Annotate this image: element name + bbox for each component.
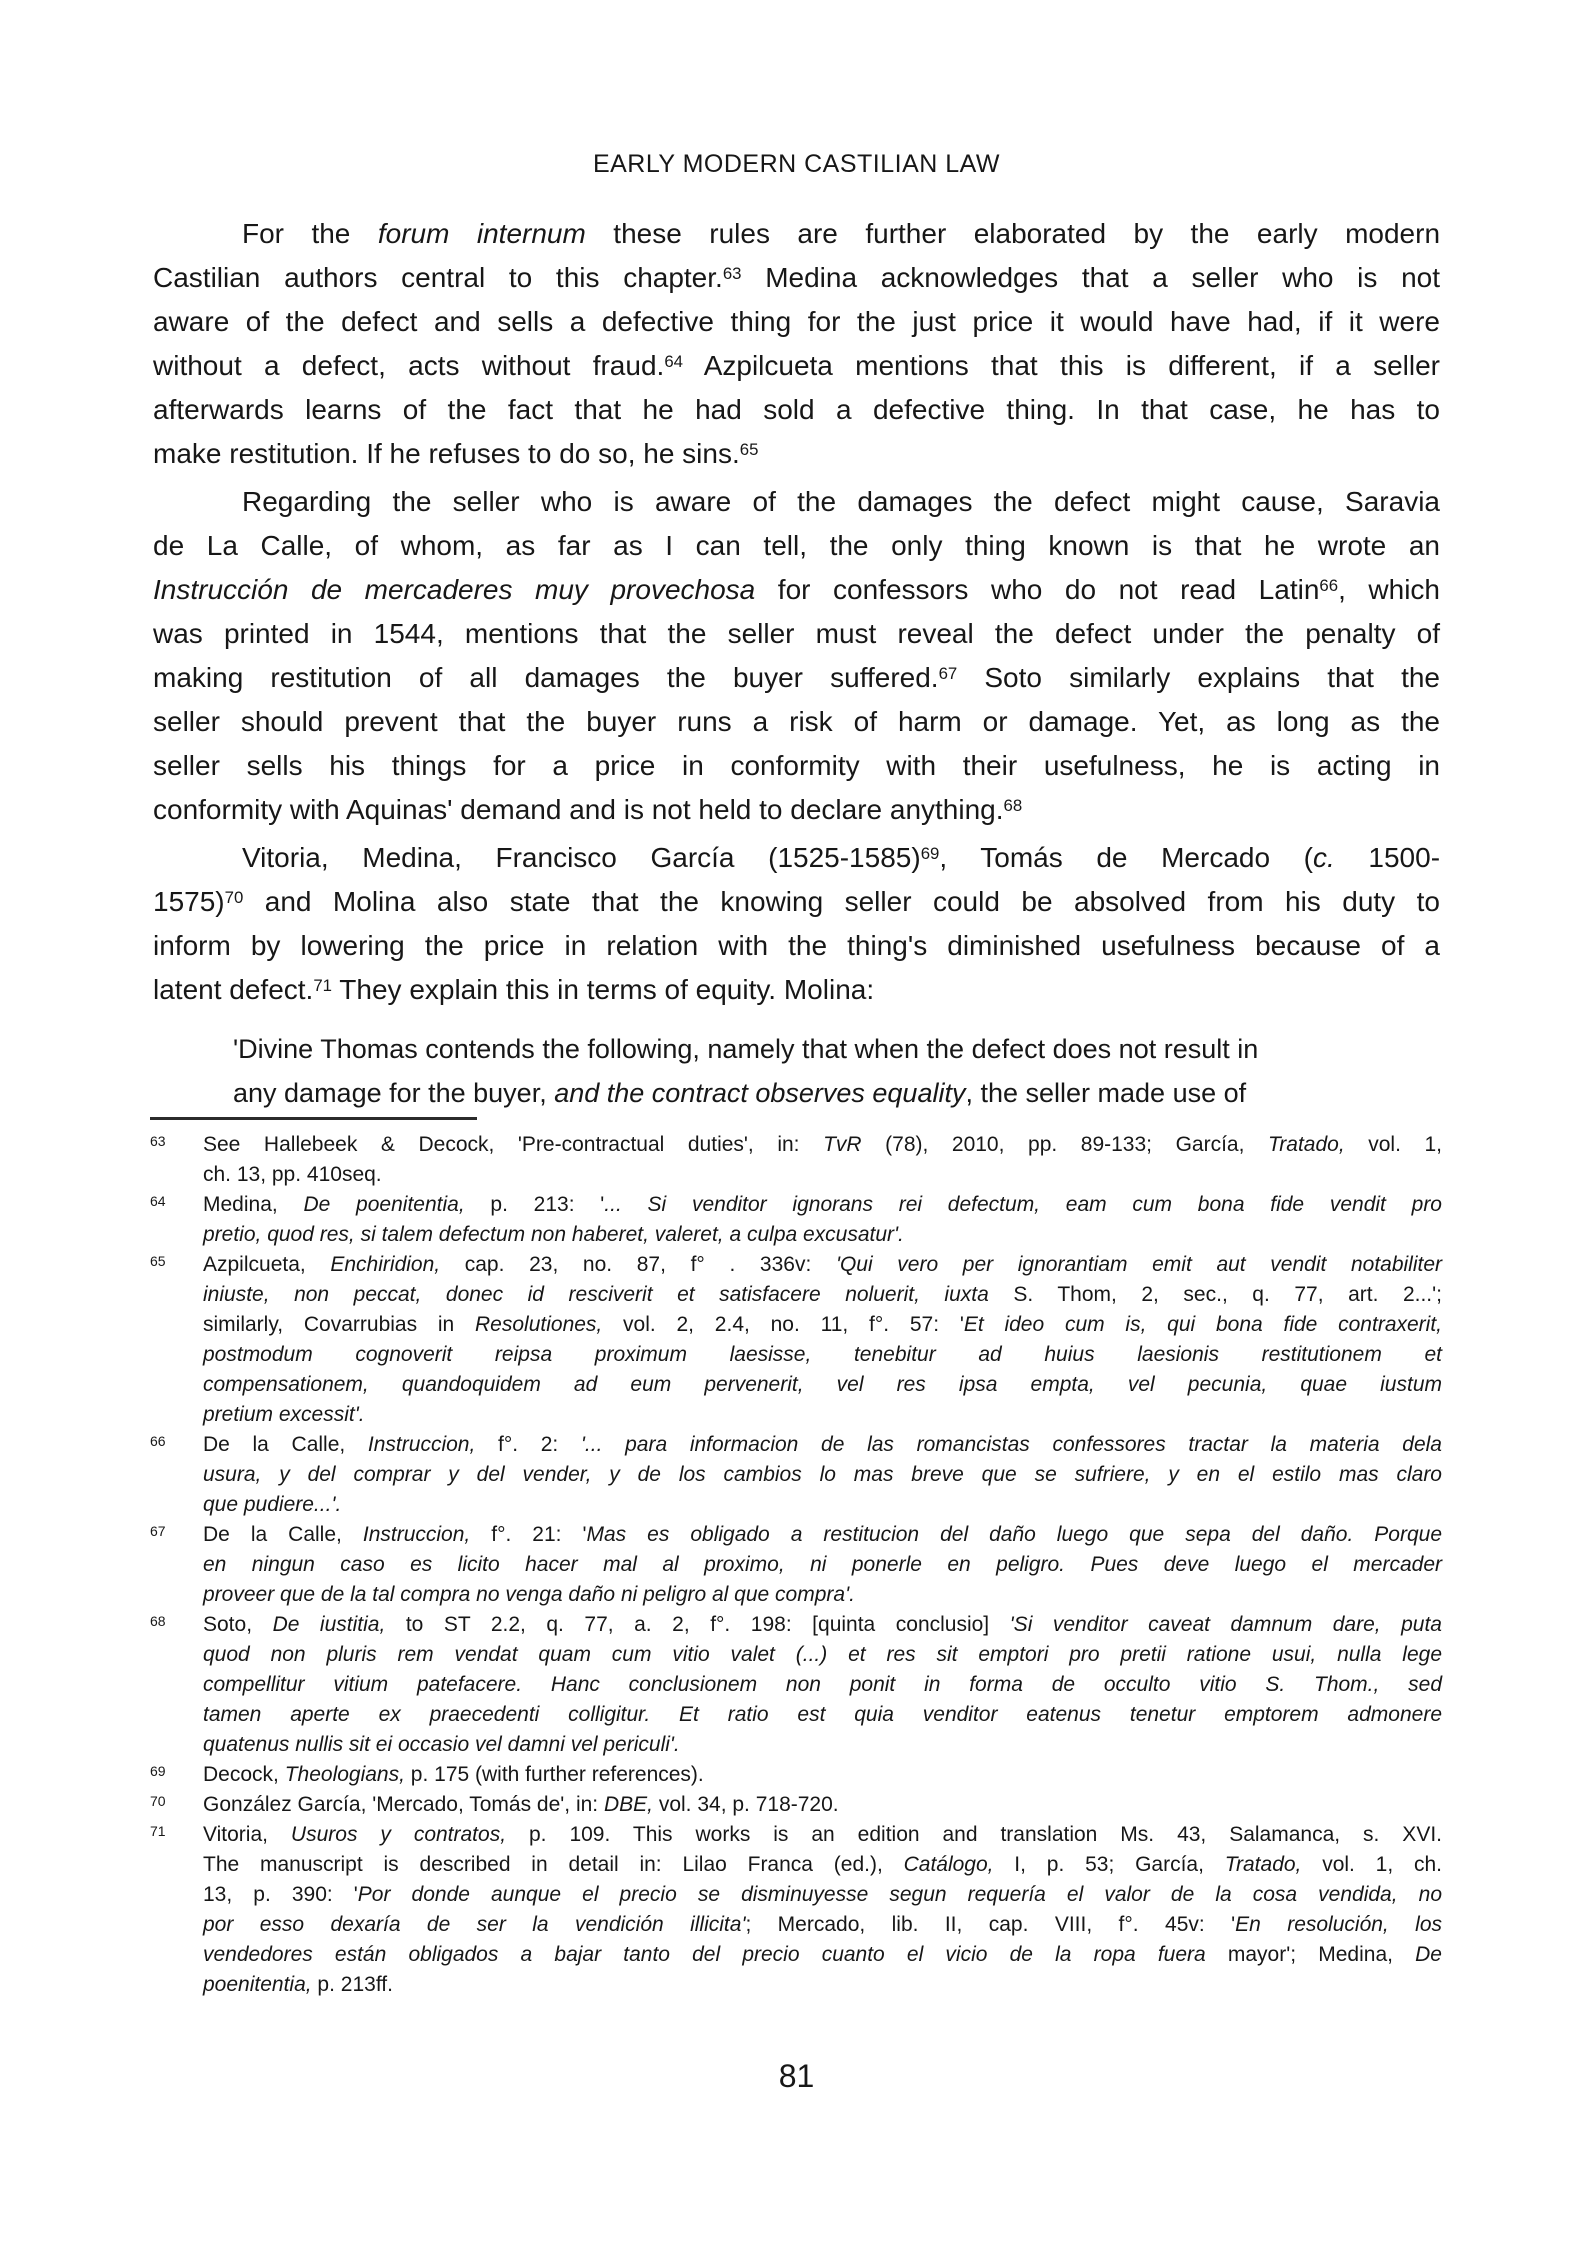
italic-text: en ningun caso es licito hacer mal al proximo, ni ponerle en peligro. Pues deve luego el mercader (203, 1553, 1442, 1576)
italic-text: Catálogo, (903, 1853, 994, 1876)
footnote (150, 1190, 1442, 1250)
text-line: 'Divine Thomas contends the following, namely that when the defect does not result in (233, 1034, 1259, 1064)
footnote (150, 1430, 1442, 1520)
text-line: Vitoria, Usuros y contratos, p. 109. This works is an edition and translation Ms. 43, Salamanca, s. XVI. (203, 1823, 1442, 1846)
footnote (150, 1520, 1442, 1610)
text-line: similarly, Covarrubias in Resolutiones, vol. 2, 2.4, no. 11, f°. 57: 'Et ideo cum is, qui bona fide contraxerit, (203, 1313, 1443, 1336)
text-line: Castilian authors central to this chapter.$^{63}$ Medina acknowledges that a seller who is not (153, 262, 1440, 293)
paragraph (153, 212, 1440, 476)
footnote-number: 66 (150, 1433, 166, 1449)
text-line (203, 1490, 1442, 1520)
text-line: seller sells his things for a price in conformity with their usefulness, he is acting in (153, 750, 1440, 781)
italic-text: TvR (823, 1133, 862, 1156)
footnote-number: 65 (150, 1253, 166, 1269)
italic-text: usura, y del comprar y del vender, y de los cambios lo mas breve que se sufriere, y en el estilo mas claro (203, 1463, 1442, 1486)
text-line: aware of the defect and sells a defective thing for the just price it would have had, if it were (153, 306, 1440, 337)
italic-text: '... para informacion de las romancistas confessores tractar la materia dela (580, 1433, 1442, 1456)
text-line: De la Calle, Instruccion, f°. 2: '... para informacion de las romancistas confessores tractar la materia dela (203, 1433, 1442, 1456)
text-line (203, 1340, 1442, 1370)
text-line (203, 1640, 1442, 1670)
italic-text: Theologians, (284, 1763, 405, 1786)
footnote-number: 63 (150, 1133, 166, 1149)
italic-text: compensationem, quandoquidem ad eum pervenerit, vel res ipsa empta, vel pecunia, quae iustum (203, 1373, 1442, 1396)
footnote-reference: 64 (664, 352, 683, 372)
italic-text: quatenus nullis sit ei occasio vel damni vel periculi'. (203, 1733, 680, 1756)
italic-text: tamen aperte ex praecedenti colligitur. Et ratio est quia venditor eatenus tenetur emptorem admonere (203, 1703, 1442, 1726)
italic-text: Mas es obligado a restitucion del daño luego que sepa del daño. Porque (586, 1523, 1443, 1546)
text-line: was printed in 1544, mentions that the seller must reveal the defect under the penalty of (153, 618, 1440, 649)
footnote-number: 68 (150, 1613, 166, 1629)
italic-text: postmodum cognoverit reipsa proximum laesisse, tenebitur ad huius laesionis restitutionem et (203, 1343, 1442, 1366)
text-line: Instrucción de mercaderes muy provechosa for confessors who do not read Latin$^{66}$, which (153, 574, 1440, 605)
text-line: 1575)$^{70}$ and Molina also state that the knowing seller could be absolved from his duty to (153, 886, 1440, 917)
footnote-reference: 67 (938, 664, 958, 684)
italic-text: que pudiere...'. (203, 1493, 342, 1516)
footnote-number: 71 (150, 1823, 166, 1839)
footnote-reference: 65 (739, 440, 759, 460)
text-line: latent defect.$^{71}$ They explain this in terms of equity. Molina: (153, 974, 875, 1005)
text-line: ch. 13, pp. 410seq. (203, 1163, 382, 1186)
text-line (203, 1220, 1442, 1250)
text-line: making restitution of all damages the buyer suffered.$^{67}$ Soto similarly explains that the (153, 662, 1440, 693)
footnote-number: 64 (150, 1193, 166, 1209)
text-line: Regarding the seller who is aware of the damages the defect might cause, Saravia (242, 486, 1440, 517)
italic-text: Tratado, (1268, 1133, 1345, 1156)
footnote (150, 1610, 1442, 1760)
footnote-number: 67 (150, 1523, 166, 1539)
italic-text: forum internum (377, 218, 586, 249)
italic-text: Instrucción de mercaderes muy provechosa (153, 574, 756, 605)
italic-text: vendedores están obligados a bajar tanto del precio cuanto el vicio de la ropa fuera (203, 1943, 1206, 1966)
text-line: The manuscript is described in detail in: Lilao Franca (ed.), Catálogo, I, p. 53; García, Tratado, vol. 1, ch. (203, 1853, 1442, 1876)
block-quote (233, 1027, 1443, 1115)
text-line: See Hallebeek & Decock, 'Pre-contractual duties', in: TvR (78), 2010, pp. 89-133; García, Tratado, vol. 1, (203, 1133, 1442, 1156)
footnote-reference: 70 (224, 888, 244, 908)
italic-text: Instruccion, (362, 1523, 471, 1546)
text-line: inform by lowering the price in relation with the thing's diminished usefulness because of a (153, 930, 1440, 961)
text-line: González García, 'Mercado, Tomás de', in: DBE, vol. 34, p. 718-720. (203, 1793, 839, 1816)
page-number: 81 (778, 2058, 815, 2094)
italic-text: Resolutiones, (475, 1313, 603, 1336)
italic-text: proveer que de la tal compra no venga daño ni peligro al que compra'. (203, 1583, 855, 1606)
italic-text: Usuros y contratos, (290, 1823, 507, 1846)
text-line: 13, p. 390: 'Por donde aunque el precio se disminuyesse segun requería el valor de la cosa vendida, no (203, 1883, 1442, 1906)
text-line: poenitentia, p. 213ff. (203, 1973, 393, 1996)
italic-text: En resolución, los (1235, 1913, 1442, 1936)
text-line (203, 1460, 1442, 1490)
text-line: conformity with Aquinas' demand and is not held to declare anything.$^{68}$ (153, 794, 1023, 825)
text-line: Vitoria, Medina, Francisco García (1525-1585)$^{69}$, Tomás de Mercado (c. 1500- (242, 842, 1441, 873)
italic-text: DBE, (603, 1793, 653, 1816)
text-line: De la Calle, Instruccion, f°. 21: 'Mas es obligado a restitucion del daño luego que sepa del daño. Porque (203, 1523, 1443, 1546)
footnote-reference: 66 (1319, 576, 1339, 596)
footnote (150, 1790, 1442, 1820)
italic-text: pretium excessit'. (203, 1403, 365, 1426)
italic-text: 'Qui vero per ignorantiam emit aut vendit notabiliter (835, 1253, 1443, 1276)
page-title: EARLY MODERN CASTILIAN LAW (592, 150, 1001, 178)
text-line: make restitution. If he refuses to do so, he sins.$^{65}$ (153, 438, 759, 469)
text-line (203, 1580, 1442, 1610)
text-line: por esso dexaría de ser la vendición illicita'; Mercado, lib. II, cap. VIII, f°. 45v: 'En resolución, los (203, 1913, 1442, 1936)
text-line (203, 1550, 1442, 1580)
footnote-reference: 71 (313, 976, 333, 996)
text-line: afterwards learns of the fact that he had sold a defective thing. In that case, he has to (153, 394, 1440, 425)
text-line: For the forum internum these rules are further elaborated by the early modern (242, 218, 1441, 249)
text-line (203, 1730, 1442, 1760)
italic-text: and the contract observes equality (554, 1078, 966, 1108)
text-line: Medina, De poenitentia, p. 213: '... Si venditor ignorans rei defectum, eam cum bona fide vendit pro (203, 1193, 1442, 1216)
footnote-number: 69 (150, 1763, 166, 1779)
footnote-separator (150, 1117, 477, 1120)
footnote (150, 1820, 1442, 2000)
text-line: without a defect, acts without fraud.$^{64}$ Azpilcueta mentions that this is different, if a seller (153, 350, 1440, 381)
text-line: de La Calle, of whom, as far as I can tell, the only thing known is that he wrote an (153, 530, 1440, 561)
text-line: any damage for the buyer, and the contract observes equality, the seller made use of (233, 1078, 1247, 1108)
italic-text: Enchiridion, (330, 1253, 441, 1276)
footnote-reference: 68 (1003, 796, 1023, 816)
italic-text: poenitentia, (203, 1973, 312, 1996)
italic-text: De (1415, 1943, 1442, 1966)
italic-text: Tratado, (1224, 1853, 1302, 1876)
text-line (203, 1700, 1442, 1730)
text-line: seller should prevent that the buyer runs a risk of harm or damage. Yet, as long as the (153, 706, 1440, 737)
italic-text: Et ideo cum is, qui bona fide contraxerit, (963, 1313, 1443, 1336)
paragraph (153, 480, 1440, 832)
text-line (203, 1370, 1442, 1400)
italic-text: Por donde aunque el precio se disminuyesse segun requería el valor de la cosa vendida, no (357, 1883, 1442, 1906)
footnote-number: 70 (150, 1793, 166, 1809)
text-line: iniuste, non peccat, donec id resciverit et satisfacere noluerit, iuxta S. Thom, 2, sec., q. 77, art. 2...'; (203, 1283, 1442, 1306)
italic-text: quod non pluris rem vendat quam cum vitio valet (...) et res sit emptori pro pretii ratione usui, nulla lege (203, 1643, 1442, 1666)
italic-text: 'Si venditor caveat damnum dare, puta (1009, 1613, 1442, 1636)
paragraph (153, 836, 1440, 1012)
footnotes-section (150, 1130, 1442, 2000)
italic-text: compellitur vitium patefacere. Hanc conclusionem non ponit in forma de occulto vitio S. Thom., sed (203, 1673, 1442, 1696)
footnote-reference: 63 (722, 264, 742, 284)
text-line (203, 1670, 1442, 1700)
footnote (150, 1250, 1442, 1430)
italic-text: De poenitentia, (303, 1193, 465, 1216)
footnote (150, 1760, 1442, 1790)
text-line: Decock, Theologians, p. 175 (with further references). (203, 1763, 704, 1786)
text-line (203, 1400, 1442, 1430)
text-line: vendedores están obligados a bajar tanto del precio cuanto el vicio de la ropa fuera mayor'; Medina, De (203, 1943, 1442, 1966)
text-line: Azpilcueta, Enchiridion, cap. 23, no. 87, f° . 336v: 'Qui vero per ignorantiam emit aut vendit notabiliter (203, 1253, 1443, 1276)
italic-text: por esso dexaría de ser la vendición illicita' (203, 1913, 746, 1936)
text-line: Soto, De iustitia, to ST 2.2, q. 77, a. 2, f°. 198: [quinta conclusio] 'Si venditor caveat damnum dare, puta (203, 1613, 1442, 1636)
body-text (153, 212, 1440, 1012)
footnote-reference: 69 (920, 844, 940, 864)
italic-text: ... Si venditor ignorans rei defectum, eam cum bona fide vendit pro (604, 1193, 1442, 1216)
italic-text: De iustitia, (272, 1613, 386, 1636)
italic-text: Instruccion, (367, 1433, 476, 1456)
italic-text: c. (1313, 842, 1335, 873)
italic-text: iniuste, non peccat, donec id resciverit et satisfacere noluerit, iuxta (203, 1283, 989, 1306)
italic-text: pretio, quod res, si talem defectum non haberet, valeret, a culpa excusatur'. (203, 1223, 904, 1246)
footnote (150, 1130, 1442, 1190)
